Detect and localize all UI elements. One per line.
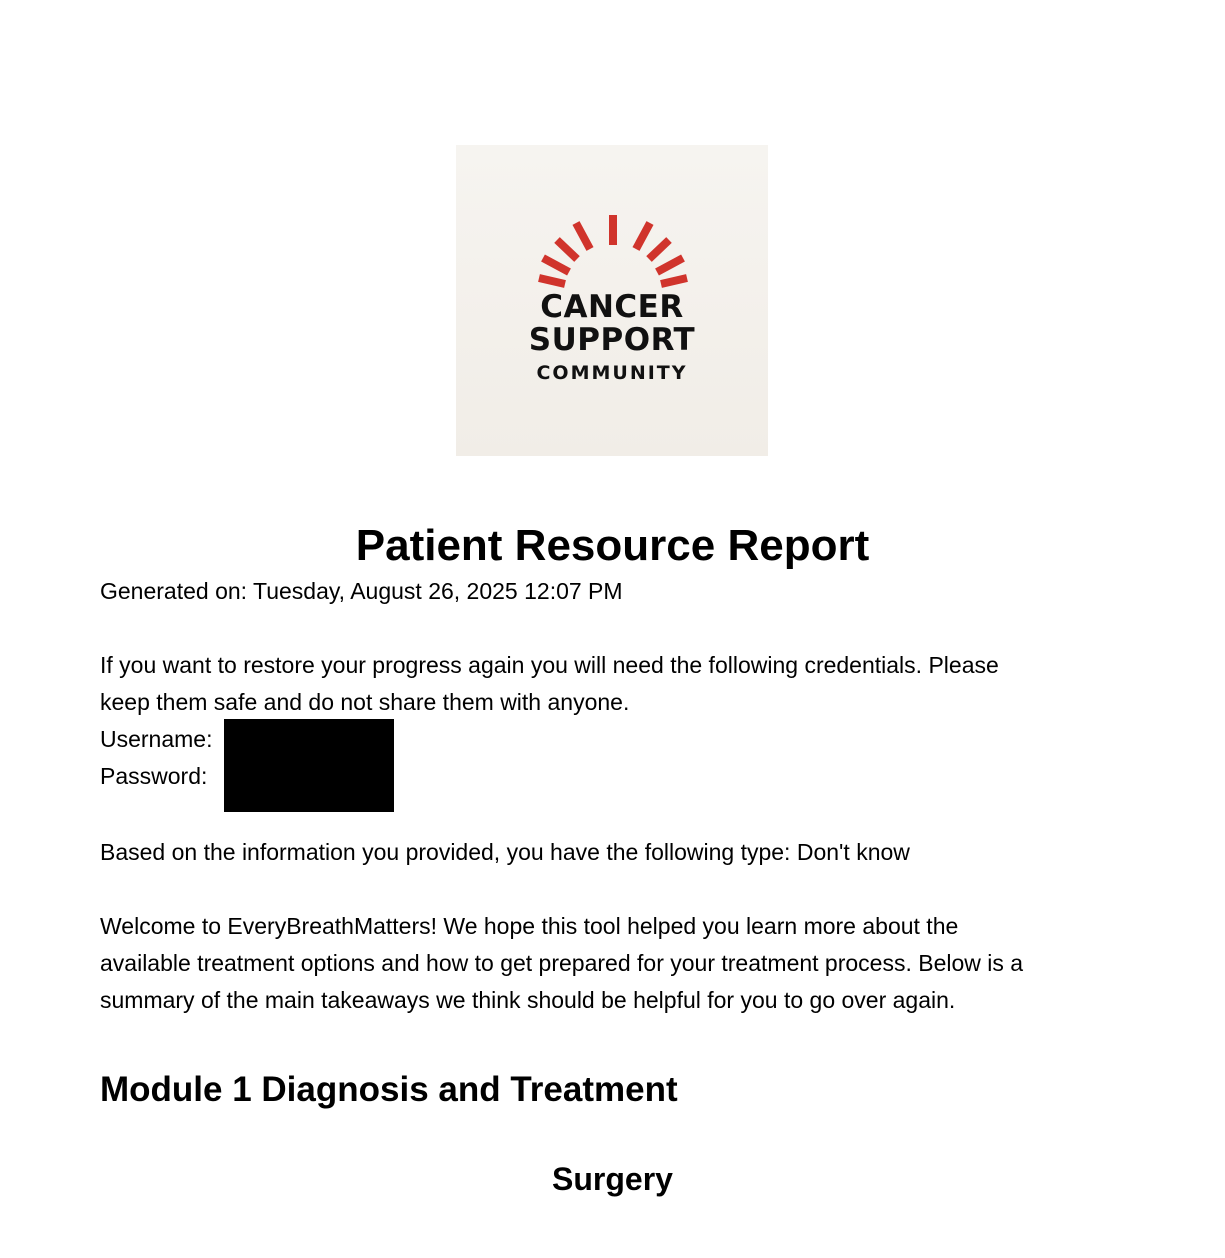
credentials-intro-line-2: keep them safe and do not share them with anyone. [100,689,630,715]
redacted-credentials-block [224,719,394,812]
logo-text-community: COMMUNITY [536,362,688,384]
page-title: Patient Resource Report [355,521,870,570]
welcome-line-2: available treatment options and how to get prepared for your treatment process. Below is a [100,950,1024,976]
welcome-line-3: summary of the main takeaways we think should be helpful for you to go over again. [100,987,956,1013]
cancer-support-community-logo [456,145,768,456]
type-statement: Based on the information you provided, you have the following type: Don't know [100,839,910,865]
credentials-intro-line-1: If you want to restore your progress again you will need the following credentials. Please [100,652,999,678]
generated-on-timestamp: Generated on: Tuesday, August 26, 2025 12:07 PM [100,578,623,604]
section-heading-surgery: Surgery [552,1161,673,1197]
logo-text-cancer: CANCER [540,289,684,325]
module-heading: Module 1 Diagnosis and Treatment [100,1070,678,1109]
logo-text-support: SUPPORT [528,322,696,358]
username-label: Username: [100,726,213,752]
password-label: Password: [100,763,208,789]
welcome-line-1: Welcome to EveryBreathMatters! We hope this tool helped you learn more about the [100,913,959,939]
